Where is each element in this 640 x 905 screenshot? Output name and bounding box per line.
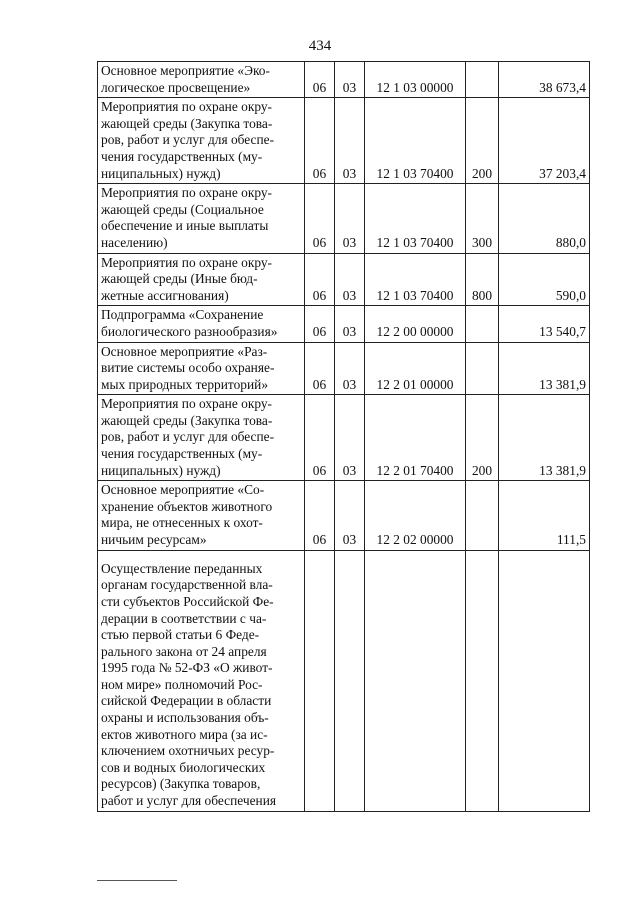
cell-name-line: ектов животного мира (за ис-: [101, 726, 268, 742]
table-row: [98, 481, 590, 550]
cell-name: [98, 98, 305, 184]
cell-name-line: Мероприятия по охране окру-: [101, 254, 273, 270]
cell-section: 06: [305, 342, 335, 395]
cell-target-article: 12 1 03 70400: [365, 253, 466, 306]
cell-name: [98, 550, 305, 811]
cell-name-line: ничьим ресурсам»: [101, 532, 207, 548]
table-row: [98, 253, 590, 306]
cell-name-line: Основное мероприятие «Раз-: [101, 343, 268, 359]
cell-sum: 880,0: [499, 184, 590, 253]
cell-name-line: Осуществление переданных: [101, 560, 263, 576]
cell-section: 06: [305, 184, 335, 253]
cell-name-line: обеспечение и иные выплаты: [101, 218, 269, 234]
cell-name-line: хранение объектов животного: [101, 498, 273, 514]
cell-name-line: населению): [101, 234, 168, 250]
cell-expense-type: 200: [466, 98, 499, 184]
cell-name-line: Мероприятия по охране окру-: [101, 396, 273, 412]
cell-name-line: мира, не отнесенных к охот-: [101, 515, 263, 531]
cell-subsection: 03: [335, 395, 365, 481]
cell-subsection: [335, 550, 365, 811]
cell-sum: 38 673,4: [499, 62, 590, 98]
cell-name-line: Основное мероприятие «Эко-: [101, 63, 270, 78]
cell-name-line: органам государственной вла-: [101, 577, 273, 593]
cell-sum: [499, 550, 590, 811]
cell-expense-type: 200: [466, 395, 499, 481]
cell-name-line: жетные ассигнования): [101, 287, 229, 303]
cell-name: [98, 342, 305, 395]
cell-name: [98, 253, 305, 306]
cell-name-line: мых природных территорий»: [101, 376, 269, 392]
cell-name: [98, 184, 305, 253]
cell-name-line: жающей среды (Закупка това-: [101, 115, 273, 131]
cell-subsection: 03: [335, 306, 365, 342]
cell-target-article: 12 1 03 00000: [365, 62, 466, 98]
cell-subsection: 03: [335, 62, 365, 98]
cell-sum: 13 540,7: [499, 306, 590, 342]
cell-expense-type: [466, 62, 499, 98]
cell-name-line: Мероприятия по охране окру-: [101, 99, 273, 115]
cell-subsection: 03: [335, 481, 365, 550]
footnote-divider: [97, 880, 177, 881]
table-row: [98, 98, 590, 184]
cell-target-article: 12 1 03 70400: [365, 98, 466, 184]
cell-name-line: чения государственных (му-: [101, 446, 263, 462]
table-row: [98, 395, 590, 481]
cell-section: 06: [305, 253, 335, 306]
cell-name-line: ниципальных) нужд): [101, 462, 221, 478]
cell-name-line: жающей среды (Социальное: [101, 201, 264, 217]
cell-sum: 37 203,4: [499, 98, 590, 184]
cell-subsection: 03: [335, 342, 365, 395]
cell-name-line: биологического разнообразия»: [101, 323, 278, 339]
cell-sum: 13 381,9: [499, 342, 590, 395]
cell-name-line: 1995 года № 52-ФЗ «О живот-: [101, 660, 273, 676]
cell-section: 06: [305, 62, 335, 98]
budget-table-body: [98, 62, 590, 812]
cell-name: [98, 395, 305, 481]
cell-name-line: ров, работ и услуг для обеспе-: [101, 132, 275, 148]
cell-name-line: ключением охотничьих ресур-: [101, 743, 275, 759]
cell-subsection: 03: [335, 98, 365, 184]
cell-section: 06: [305, 395, 335, 481]
cell-sum: 590,0: [499, 253, 590, 306]
cell-sum: 111,5: [499, 481, 590, 550]
cell-sum: 13 381,9: [499, 395, 590, 481]
cell-section: 06: [305, 98, 335, 184]
cell-name-line: сийской Федерации в области: [101, 693, 272, 709]
table-row: [98, 342, 590, 395]
table-row: [98, 62, 590, 98]
cell-name-line: чения государственных (му-: [101, 148, 263, 164]
cell-expense-type: [466, 342, 499, 395]
cell-subsection: 03: [335, 253, 365, 306]
cell-section: 06: [305, 481, 335, 550]
cell-name-line: Мероприятия по охране окру-: [101, 185, 273, 201]
cell-expense-type: 300: [466, 184, 499, 253]
cell-name-line: работ и услуг для обеспечения: [101, 793, 277, 809]
cell-expense-type: 800: [466, 253, 499, 306]
page-number: 434: [308, 38, 332, 54]
cell-name-line: сов и водных биологических: [101, 759, 266, 775]
cell-expense-type: [466, 550, 499, 811]
cell-name: [98, 306, 305, 342]
cell-target-article: 12 1 03 70400: [365, 184, 466, 253]
cell-name: [98, 62, 305, 98]
cell-name-line: ресурсов) (Закупка товаров,: [101, 776, 261, 792]
cell-name-line: ниципальных) нужд): [101, 165, 221, 181]
cell-target-article: 12 2 02 00000: [365, 481, 466, 550]
cell-section: 06: [305, 306, 335, 342]
cell-name-line: стью первой статьи 6 Феде-: [101, 627, 260, 643]
table-row: [98, 550, 590, 811]
table-row: [98, 184, 590, 253]
cell-target-article: 12 2 01 00000: [365, 342, 466, 395]
cell-name-line: дерации в соответствии с ча-: [101, 610, 267, 626]
budget-table: [97, 61, 590, 812]
cell-name-line: Подпрограмма «Сохранение: [101, 307, 264, 323]
cell-name-line: ров, работ и услуг для обеспе-: [101, 429, 275, 445]
cell-name-line: рального закона от 24 апреля: [101, 643, 267, 659]
cell-target-article: [365, 550, 466, 811]
cell-name-line: витие системы особо охраняе-: [101, 360, 275, 376]
cell-expense-type: [466, 306, 499, 342]
cell-name-line: сти субъектов Российской Фе-: [101, 593, 274, 609]
cell-name-line: жающей среды (Иные бюд-: [101, 271, 258, 287]
cell-name-line: жающей среды (Закупка това-: [101, 412, 273, 428]
cell-target-article: 12 2 00 00000: [365, 306, 466, 342]
cell-section: [305, 550, 335, 811]
cell-name-line: логическое просвещение»: [101, 79, 251, 95]
cell-name-line: охраны и использования объ-: [101, 710, 269, 726]
cell-expense-type: [466, 481, 499, 550]
cell-target-article: 12 2 01 70400: [365, 395, 466, 481]
cell-subsection: 03: [335, 184, 365, 253]
table-row: [98, 306, 590, 342]
cell-name-line: Основное мероприятие «Со-: [101, 482, 265, 498]
cell-name: [98, 481, 305, 550]
cell-name-line: ном мире» полномочий Рос-: [101, 676, 263, 692]
